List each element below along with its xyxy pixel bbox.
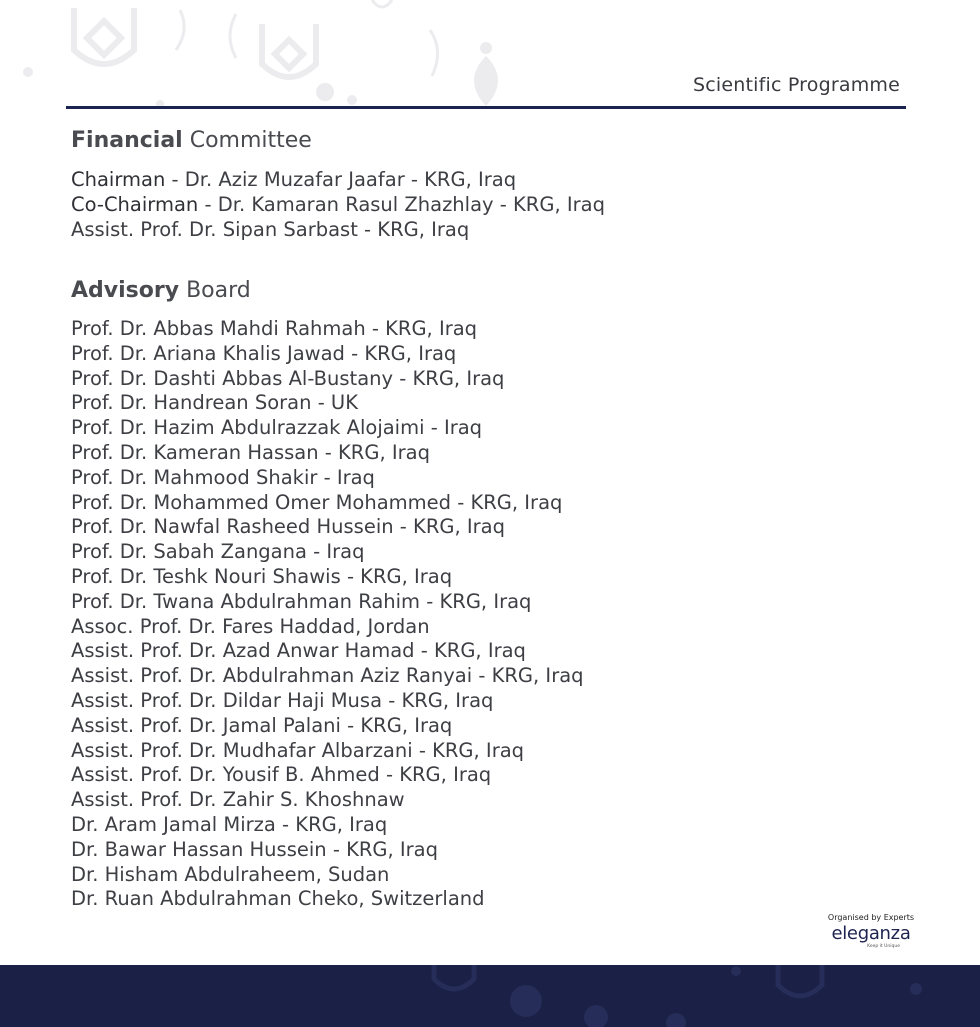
list-item: Prof. Dr. Sabah Zangana - Iraq [71, 540, 365, 564]
heading-strong: Advisory [71, 278, 180, 303]
list-item: Prof. Dr. Dashti Abbas Al-Bustany - KRG, Iraq [71, 366, 505, 390]
shield-icon [434, 965, 474, 989]
financial-committee-heading [71, 128, 312, 153]
member-text: - Dr. Kamaran Rasul Zhazhlay - KRG, Iraq [198, 192, 605, 216]
list-item: Assist. Prof. Dr. Zahir S. Khoshnaw [71, 788, 405, 812]
member-role: Chairman [71, 168, 166, 191]
heading-strong: Financial [71, 128, 183, 153]
list-item: Prof. Dr. Hazim Abdulrazzak Alojaimi - Iraq [71, 416, 483, 440]
member-role: Co-Chairman [71, 192, 199, 216]
organiser-tagline: Organised by Experts [827, 913, 915, 922]
list-item [71, 193, 605, 218]
list-item: Prof. Dr. Abbas Mahdi Rahmah - KRG, Iraq [71, 317, 478, 340]
list-item: Assoc. Prof. Dr. Fares Haddad, Jordan [71, 614, 430, 638]
list-item: Prof. Dr. Ariana Khalis Jawad - KRG, Iraq [71, 341, 457, 365]
diamond-icon [275, 40, 303, 68]
shield-icon [778, 965, 822, 996]
member-text: Assist. Prof. Dr. Sipan Sarbast - KRG, Iraq [71, 217, 470, 241]
advisory-board-list [71, 317, 584, 912]
brand-slogan: Keep it Unique [867, 944, 900, 949]
brand-logo: eleganza [831, 923, 911, 944]
list-item: Dr. Bawar Hassan Hussein - KRG, Iraq [71, 837, 439, 861]
list-item: Prof. Dr. Mahmood Shakir - Iraq [71, 465, 375, 489]
list-item: Assist. Prof. Dr. Azad Anwar Hamad - KRG, Iraq [71, 639, 526, 663]
advisory-board-heading [71, 278, 251, 303]
list-item: Dr. Hisham Abdulraheem, Sudan [71, 862, 390, 886]
member-text: - Dr. Aziz Muzafar Jaafar - KRG, Iraq [165, 168, 517, 191]
list-item: Prof. Dr. Nawfal Rasheed Hussein - KRG, Iraq [71, 515, 505, 539]
list-item: Dr. Aram Jamal Mirza - KRG, Iraq [71, 812, 388, 836]
list-item: Dr. Ruan Abdulrahman Cheko, Switzerland [71, 887, 485, 911]
footer-decoration [0, 965, 980, 1027]
heading-rest: Committee [189, 128, 312, 153]
diamond-icon [87, 21, 121, 55]
list-item: Assist. Prof. Dr. Yousif B. Ahmed - KRG, Iraq [71, 763, 492, 787]
list-item: Prof. Dr. Teshk Nouri Shawis - KRG, Iraq [71, 564, 453, 588]
list-item [71, 168, 605, 193]
list-item: Assist. Prof. Dr. Abdulrahman Aziz Ranyai - KRG, Iraq [71, 664, 584, 688]
financial-committee-list [71, 168, 605, 242]
footer-band [0, 965, 980, 1027]
list-item: Prof. Dr. Twana Abdulrahman Rahim - KRG, Iraq [71, 589, 532, 613]
heading-rest: Board [186, 278, 251, 303]
list-item: Prof. Dr. Kameran Hassan - KRG, Iraq [71, 440, 430, 464]
organiser-logo [826, 913, 916, 949]
page-header-title: Scientific Programme [692, 74, 900, 96]
decorative-pattern [0, 0, 980, 120]
list-item: Prof. Dr. Mohammed Omer Mohammed - KRG, Iraq [71, 490, 563, 514]
list-item: Assist. Prof. Dr. Dildar Haji Musa - KRG, Iraq [71, 688, 494, 712]
list-item: Assist. Prof. Dr. Jamal Palani - KRG, Iraq [71, 713, 453, 737]
list-item [71, 218, 605, 243]
header-divider [66, 106, 906, 109]
list-item: Assist. Prof. Dr. Mudhafar Albarzani - KRG, Iraq [71, 738, 525, 762]
list-item: Prof. Dr. Handrean Soran - UK [71, 391, 358, 415]
